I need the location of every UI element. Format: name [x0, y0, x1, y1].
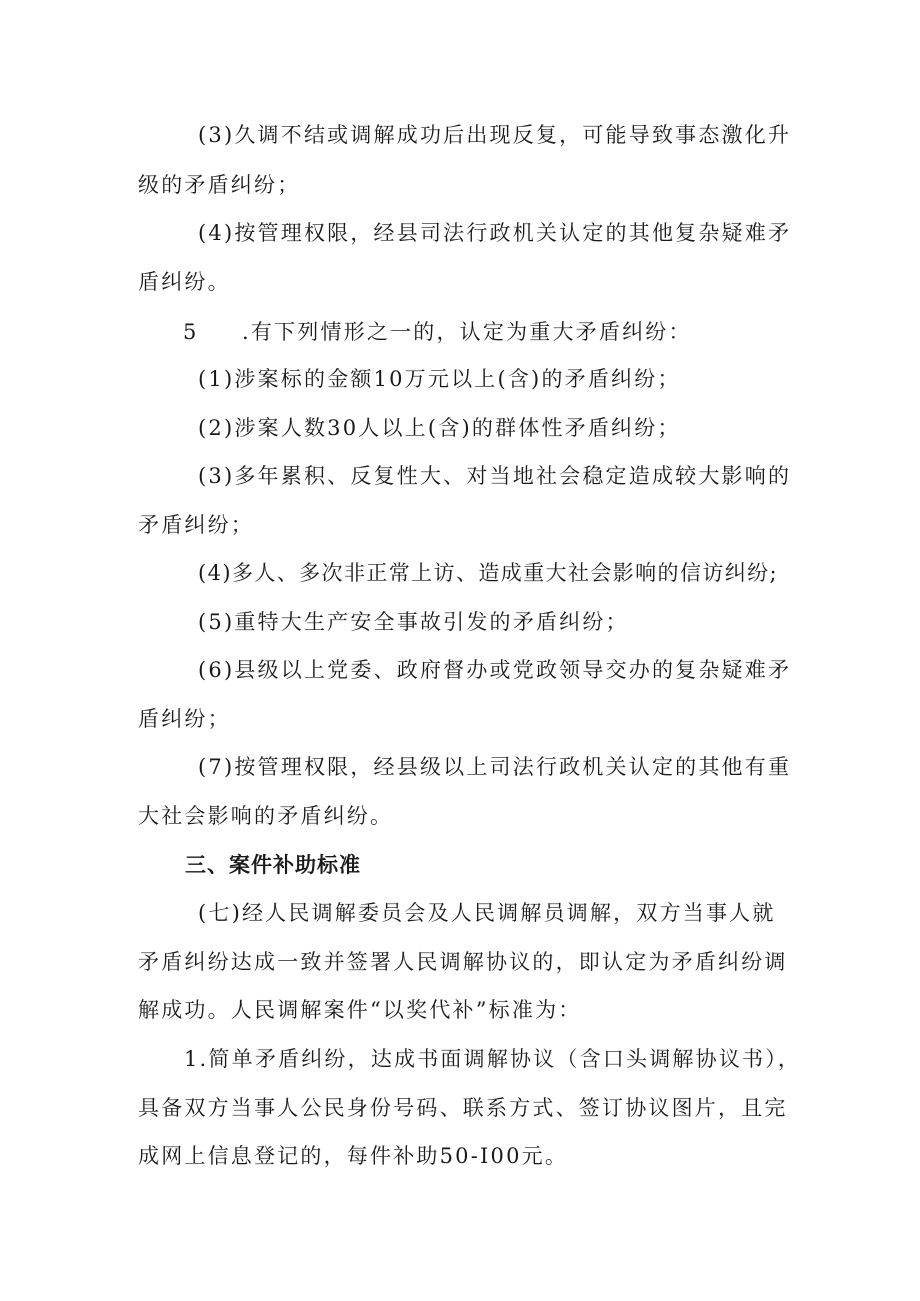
list-number-5: 5 [183, 320, 197, 344]
paragraph-line-18: 解成功。人民调解案件“以奖代补”标准为： [138, 998, 582, 1022]
list-item-5-text: .有下列情形之一的，认定为重大矛盾纠纷： [242, 320, 692, 344]
paragraph-line-11: (5)重特大生产安全事故引发的矛盾纠纷； [198, 610, 629, 634]
paragraph-line-6: (1)涉案标的金额10万元以上(含)的矛盾纠纷； [198, 367, 681, 391]
paragraph-line-3: (4)按管理权限，经县司法行政机关认定的其他复杂疑难矛 [198, 221, 792, 245]
paragraph-line-7: (2)涉案人数30人以上(含)的群体性矛盾纠纷； [198, 416, 681, 440]
paragraph-line-14: (7)按管理权限，经县级以上司法行政机关认定的其他有重 [198, 755, 792, 779]
paragraph-line-1: (3)久调不结或调解成功后出现反复，可能导致事态激化升 [198, 123, 792, 147]
paragraph-line-10: (4)多人、多次非正常上访、造成重大社会影响的信访纠纷; [198, 561, 779, 585]
paragraph-line-8: (3)多年累积、反复性大、对当地社会稳定造成较大影响的 [198, 464, 792, 488]
paragraph-line-13: 盾纠纷； [138, 707, 231, 731]
paragraph-line-9: 矛盾纠纷； [138, 513, 254, 537]
paragraph-line-4: 盾纠纷。 [138, 270, 231, 294]
paragraph-line-2: 级的矛盾纠纷； [138, 173, 301, 197]
paragraph-line-15: 大社会影响的矛盾纠纷。 [138, 804, 394, 828]
paragraph-line-21: 成网上信息登记的，每件补助50-I00元。 [138, 1144, 569, 1168]
paragraph-line-16: (七)经人民调解委员会及人民调解员调解，双方当事人就 [198, 901, 776, 925]
paragraph-line-12: (6)县级以上党委、政府督办或党政领导交办的复杂疑难矛 [198, 658, 792, 682]
paragraph-line-20: 具备双方当事人公民身份号码、联系方式、签订协议图片，且完 [138, 1096, 788, 1120]
section-heading: 三、案件补助标准 [185, 853, 361, 877]
paragraph-line-19: 1.简单矛盾纠纷，达成书面调解协议（含口头调解协议书）， [184, 1047, 802, 1071]
paragraph-line-17: 矛盾纠纷达成一致并签署人民调解协议的，即认定为矛盾纠纷调 [138, 950, 788, 974]
